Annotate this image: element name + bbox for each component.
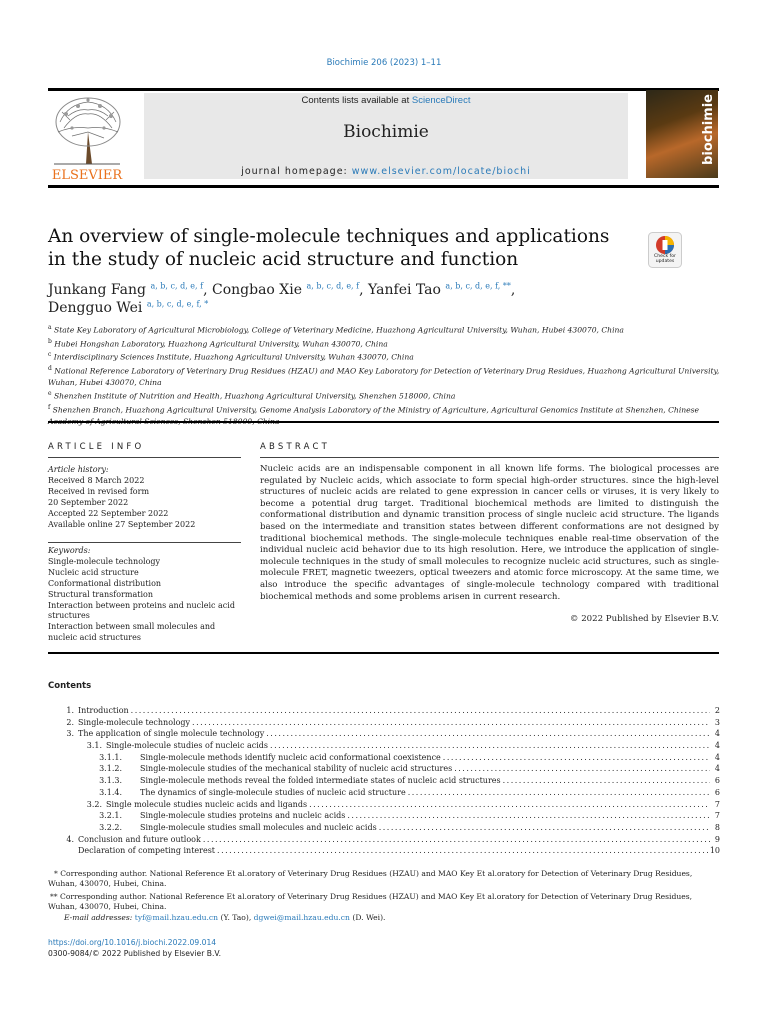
- keyword: Interaction between small molecules and nucleic acid structures: [48, 622, 216, 643]
- abstract-heading: ABSTRACT: [260, 442, 331, 452]
- affiliation-letter: e: [48, 390, 52, 398]
- toc-leader-dots: [454, 764, 710, 773]
- crossmark-label: Check for updates: [654, 254, 676, 264]
- author[interactable]: [48, 282, 203, 298]
- affiliation-letter: a: [48, 324, 52, 331]
- article-info-rule: [48, 457, 241, 458]
- keywords-rule: [48, 542, 241, 543]
- journal-cover-image: [646, 90, 718, 178]
- toc-entry-number: 3.2.2.: [99, 822, 122, 832]
- abstract-copyright: © 2022 Published by Elsevier B.V.: [569, 614, 719, 624]
- toc-entry-number: 1.: [66, 706, 74, 715]
- email-addresses: [64, 913, 720, 923]
- toc-entry-title[interactable]: Single-molecule methods identify nucleic acid conformational coexistence: [140, 752, 441, 762]
- toc-entry[interactable]: [48, 811, 720, 823]
- toc-entry-number: 3.1.4.: [99, 787, 122, 797]
- toc-entry-page[interactable]: 7: [714, 799, 720, 809]
- keyword-list: [48, 557, 238, 644]
- history-item: Available online 27 September 2022: [48, 519, 196, 529]
- toc-leader-dots: [131, 706, 710, 715]
- toc-entry[interactable]: [48, 788, 720, 800]
- toc-entry[interactable]: [48, 846, 720, 858]
- contents-heading: Contents: [48, 681, 92, 691]
- history-item: Received 8 March 2022: [48, 475, 145, 485]
- cover-title: biochimie: [701, 94, 716, 165]
- toc-entry[interactable]: [48, 718, 720, 730]
- affiliation-text: Interdisciplinary Sciences Institute, Huazhong Agricultural University, Wuhan 430070, China: [51, 353, 414, 362]
- toc-entry-number: 3.1.2.: [99, 764, 122, 774]
- toc-entry-page[interactable]: 9: [714, 834, 720, 844]
- header-bottom-rule: [48, 185, 719, 188]
- affiliation-letter: b: [48, 337, 52, 345]
- keyword: Single-molecule technology: [48, 556, 161, 566]
- contents-prefix: Contents lists available at: [301, 95, 412, 106]
- article-title: An overview of single-molecule techniques and applications in the study of nucleic acid structure and function: [48, 226, 610, 270]
- elsevier-logo-text: ELSEVIER: [51, 168, 123, 182]
- toc-entry[interactable]: [48, 776, 720, 788]
- affiliation-f: [48, 402, 720, 427]
- email-label: E-mail addresses:: [64, 913, 135, 922]
- affiliation-letter: c: [48, 351, 52, 359]
- toc-leader-dots: [217, 846, 708, 855]
- affiliation-e: [48, 388, 720, 402]
- contents-available-line: [144, 95, 628, 106]
- affiliation-letter: f: [48, 403, 51, 411]
- toc-leader-dots: [408, 788, 710, 797]
- toc-entry-number: 3.: [66, 729, 74, 739]
- toc-entry-title[interactable]: Single-molecule studies proteins and nucleic acids: [140, 811, 346, 821]
- toc-entry-title[interactable]: The application of single molecule technology: [78, 729, 265, 739]
- toc-entry-number: 3.1.: [86, 741, 102, 751]
- toc-entry-title[interactable]: Introduction: [78, 706, 129, 715]
- author-separator: ,: [203, 282, 212, 298]
- affiliation-text: Hubei Hongshan Laboratory, Huazhong Agricultural University, Wuhan 430070, China: [51, 339, 388, 349]
- abstract-text: Nucleic acids are an indispensable component in all known life forms. The biological processes are regulated by Nucleic acids, which associate to form special high-order structures. since the high-level structures of nucleic acids are related to gene expression in cancer cells or viruses, it is very likely to become a potential drug target. Traditional biochemical methods are limited to distinguish the conformational distribution and dynamic transition process of single nucleic acid structure. The ligands based on the intermediate and transition states between different conformations are not designed by traditional biochemical methods. The single-molecule techniques enable real-time observation of the individual nucleic acid behavior due to its high resolution. Here, we introduce the application of single-molecule techniques in the study of small molecules to recognize nucleic acid structures, such as single-molecule FRET, magnetic tweezers, optical tweezers and atomic force microscopy. At the same time, we also introduce the specific advantages of single-molecule technology compared with traditional biochemical methods and some problems arisen in current research.: [260, 464, 719, 602]
- article-history: [48, 465, 248, 530]
- corresponding-author-note-2: ** Corresponding author. National Reference Et al.oratory of Veterinary Drug Residues (HZAU) and MAO Key Et al.oratory for Detection of Veterinary Drug Residues, Wuhan, 430070, Hubei, China.: [48, 892, 693, 912]
- toc-entry-page[interactable]: 4: [714, 752, 720, 762]
- affiliation-letter: d: [48, 365, 52, 373]
- email-link-tao[interactable]: tyf@mail.hzau.edu.cn: [134, 913, 219, 922]
- toc-entry-number: 3.2.: [86, 799, 102, 809]
- author[interactable]: [48, 300, 208, 316]
- journal-homepage-link[interactable]: www.elsevier.com/locate/biochi: [351, 166, 531, 177]
- toc-entry-title[interactable]: Single-molecule studies of the mechanical stability of nucleic acid structures: [140, 764, 453, 774]
- author-name[interactable]: Dengguo Wei: [48, 300, 143, 316]
- affiliation-a: [48, 322, 720, 336]
- toc-entry-title[interactable]: Single-molecule technology: [78, 717, 191, 727]
- elsevier-logo: [48, 92, 126, 182]
- toc-entry[interactable]: [48, 800, 720, 812]
- toc-entry-page[interactable]: 4: [714, 729, 720, 739]
- toc-entry-number: 3.1.3.: [99, 776, 122, 786]
- keyword: Structural transformation: [48, 589, 153, 599]
- table-of-contents: [48, 706, 720, 858]
- affiliation-b: [48, 336, 720, 350]
- affiliation-text: National Reference Laboratory of Veterinary Drug Residues (HZAU) and MAO Key Laboratory for Detection of Veterinary Drug Residues, Huazhong Agricultural University, Wuhan, Hubei 430070, China: [48, 366, 720, 387]
- toc-entry[interactable]: [48, 823, 720, 835]
- toc-entry-page[interactable]: 3: [714, 717, 720, 727]
- toc-entry-page[interactable]: 8: [714, 822, 720, 832]
- author-affiliation-marks[interactable]: a, b, c, d, e, f: [306, 281, 360, 291]
- toc-entry-title[interactable]: Single-molecule studies of nucleic acids: [106, 741, 269, 751]
- toc-entry-title[interactable]: Declaration of competing interest: [78, 846, 216, 856]
- toc-entry-number: 4.: [66, 834, 74, 844]
- toc-entry-number: 3.1.1.: [99, 752, 122, 762]
- toc-entry-title[interactable]: Single-molecule methods reveal the folded intermediate states of nucleic acid structures: [140, 776, 501, 786]
- toc-entry-page[interactable]: 4: [714, 741, 720, 751]
- email-owner-tao: (Y. Tao),: [218, 913, 254, 922]
- homepage-prefix: journal homepage:: [241, 166, 352, 177]
- keywords-label: Keywords:: [48, 546, 91, 555]
- author-separator: ,: [359, 282, 369, 298]
- affiliation-c: [48, 349, 720, 363]
- article-info-heading: ARTICLE INFO: [48, 442, 145, 452]
- toc-entry-page[interactable]: 7: [714, 811, 720, 821]
- email-link-wei[interactable]: dgwei@mail.hzau.edu.cn: [253, 913, 350, 922]
- article-history-label: Article history:: [48, 465, 109, 474]
- toc-leader-dots: [309, 800, 710, 809]
- affiliation-list: [48, 322, 720, 427]
- toc-entry-page[interactable]: 10: [709, 846, 720, 856]
- sciencedirect-link[interactable]: ScienceDirect: [411, 95, 471, 106]
- affiliation-text: Shenzhen Institute of Nutrition and Health, Huazhong Agricultural University, Shenzhen 518000, China: [51, 391, 456, 401]
- toc-entry-number: 2.: [66, 717, 74, 727]
- author-affiliation-marks[interactable]: a, b, c, d, e, f, **: [445, 281, 511, 291]
- toc-entry-title[interactable]: The dynamics of single-molecule studies of nucleic acid structure: [140, 787, 406, 797]
- author-separator: ,: [510, 282, 516, 298]
- journal-citation-link[interactable]: Biochimie 206 (2023) 1–11: [326, 58, 442, 68]
- toc-entry-page[interactable]: 2: [714, 706, 720, 715]
- toc-leader-dots: [203, 835, 710, 844]
- toc-entry-title[interactable]: Conclusion and future outlook: [78, 834, 201, 844]
- corresponding-author-note-1: * Corresponding author. National Reference Et al.oratory of Veterinary Drug Residues (HZAU) and MAO Key Et al.oratory for Detection of Veterinary Drug Residues, Wuhan, 430070, Hubei, China.: [48, 869, 693, 889]
- toc-entry-title[interactable]: Single-molecule studies small molecules and nucleic acids: [140, 822, 377, 832]
- journal-name: Biochimie: [343, 122, 429, 142]
- toc-entry[interactable]: [48, 706, 720, 718]
- author[interactable]: [368, 282, 511, 298]
- affiliation-text: State Key Laboratory of Agricultural Microbiology, College of Veterinary Medicine, Huazhong Agricultural University, Wuhan, Hubei 430070, China: [51, 325, 624, 335]
- keyword: Interaction between proteins and nucleic acid structures: [48, 600, 235, 621]
- section-rule: [48, 421, 719, 423]
- toc-entry[interactable]: [48, 729, 720, 741]
- toc-entry-title[interactable]: Single molecule studies nucleic acids and ligands: [106, 799, 308, 809]
- toc-entry[interactable]: [48, 835, 720, 847]
- toc-entry-page[interactable]: 4: [714, 764, 720, 774]
- toc-entry-page[interactable]: 6: [714, 776, 720, 786]
- affiliation-text: Shenzhen Branch, Huazhong Agricultural University, Genome Analysis Laboratory of the Ministry of Agriculture, Agricultural Genomics Institute at Shenzhen, Chinese: [52, 405, 700, 415]
- toc-leader-dots: [266, 729, 710, 738]
- header-top-rule: [48, 88, 719, 91]
- toc-leader-dots: [192, 718, 710, 727]
- issn-copyright: 0300-9084/© 2022 Published by Elsevier B.V.: [48, 949, 221, 958]
- toc-entry[interactable]: [48, 741, 720, 753]
- toc-leader-dots: [443, 753, 710, 762]
- history-item: Accepted 22 September 2022: [48, 508, 169, 518]
- author[interactable]: [212, 282, 359, 298]
- toc-entry-page[interactable]: 6: [714, 787, 720, 797]
- toc-leader-dots: [379, 823, 710, 832]
- toc-entry[interactable]: [48, 764, 720, 776]
- toc-entry[interactable]: [48, 753, 720, 765]
- email-owner-wei: (D. Wei).: [349, 913, 386, 922]
- author-name[interactable]: Congbao Xie: [211, 282, 303, 298]
- toc-leader-dots: [503, 776, 710, 785]
- author-affiliation-marks[interactable]: a, b, c, d, e, f: [150, 281, 204, 291]
- author-name[interactable]: Junkang Fang: [48, 282, 146, 298]
- toc-leader-dots: [347, 811, 710, 820]
- doi-link[interactable]: https://doi.org/10.1016/j.biochi.2022.09.014: [48, 938, 217, 947]
- toc-leader-dots: [270, 741, 710, 750]
- keywords-block: [48, 546, 238, 644]
- history-item: 20 September 2022: [48, 497, 129, 507]
- journal-homepage-line: [144, 166, 628, 177]
- affiliation-d: [48, 363, 720, 388]
- keyword: Nucleic acid structure: [48, 567, 139, 577]
- author-name[interactable]: Yanfei Tao: [368, 282, 441, 298]
- author-affiliation-marks[interactable]: a, b, c, d, e, f, *: [146, 299, 209, 309]
- check-for-updates-button[interactable]: [648, 232, 682, 268]
- abstract-rule: [260, 457, 719, 458]
- author-list: [48, 281, 648, 317]
- history-item: Received in revised form: [48, 486, 150, 496]
- toc-entry-number: 3.2.1.: [99, 811, 122, 821]
- keyword: Conformational distribution: [48, 578, 162, 588]
- history-list: [48, 476, 248, 531]
- section-rule: [48, 652, 719, 654]
